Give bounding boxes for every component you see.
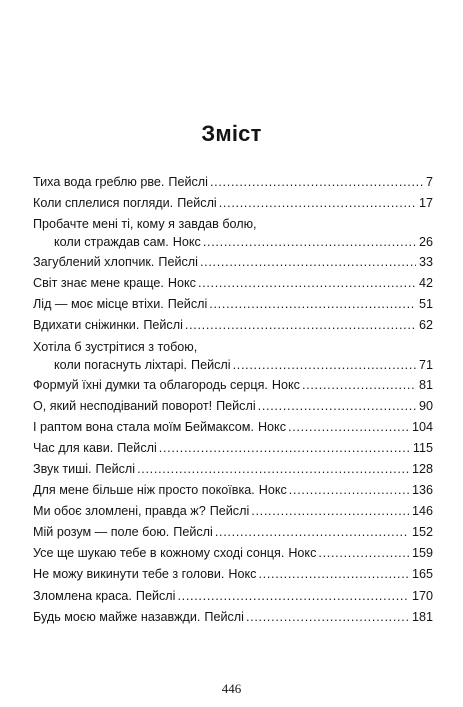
chapter-page-number: 165 bbox=[411, 567, 433, 582]
toc-line bbox=[33, 607, 433, 628]
toc-line bbox=[33, 294, 433, 315]
chapter-narrator: Пейслі bbox=[167, 297, 208, 312]
chapter-title: коли страждав сам. bbox=[54, 235, 169, 250]
dot-leader bbox=[289, 480, 409, 501]
chapter-narrator: Пейслі bbox=[209, 504, 250, 519]
toc-entry bbox=[33, 586, 433, 607]
chapter-page-number: 104 bbox=[411, 419, 433, 434]
chapter-narrator: Нокс bbox=[228, 567, 257, 582]
toc-line bbox=[33, 273, 433, 294]
toc-line bbox=[33, 172, 433, 193]
chapter-title: Вдихати сніжинки. bbox=[33, 318, 140, 333]
toc-entry bbox=[33, 417, 433, 438]
dot-leader bbox=[318, 543, 409, 564]
chapter-title: Коли сплелися погляди. bbox=[33, 196, 174, 211]
toc-entry bbox=[33, 438, 433, 459]
chapter-page-number: 17 bbox=[418, 196, 433, 211]
chapter-narrator: Нокс bbox=[288, 546, 317, 561]
chapter-page-number: 128 bbox=[411, 461, 433, 476]
toc-line bbox=[33, 543, 433, 564]
dot-leader bbox=[209, 294, 416, 315]
toc-entry bbox=[33, 294, 433, 315]
chapter-narrator: Пейслі bbox=[135, 588, 176, 603]
toc-entry bbox=[33, 375, 433, 396]
chapter-title: Зломлена краса. bbox=[33, 588, 132, 603]
chapter-title: коли погаснуть ліхтарі. bbox=[54, 357, 188, 372]
toc-line bbox=[33, 356, 433, 375]
toc-entry bbox=[33, 172, 433, 193]
chapter-title: Будь моєю майже назавжди. bbox=[33, 609, 201, 624]
toc-line bbox=[33, 438, 433, 459]
chapter-title: Усе ще шукаю тебе в кожному сході сонця. bbox=[33, 546, 285, 561]
chapter-narrator: Пейслі bbox=[95, 461, 136, 476]
toc-entry bbox=[33, 315, 433, 336]
dot-leader bbox=[288, 417, 409, 438]
toc-entry bbox=[33, 480, 433, 501]
toc-entry bbox=[33, 273, 433, 294]
chapter-title: Ми обоє зломлені, правда ж? bbox=[33, 504, 206, 519]
chapter-narrator: Нокс bbox=[258, 483, 287, 498]
chapter-title: Загублений хлопчик. bbox=[33, 255, 155, 270]
chapter-narrator: Пейслі bbox=[168, 175, 208, 189]
chapter-narrator: Пейслі bbox=[216, 398, 256, 413]
toc-line bbox=[33, 417, 433, 438]
dot-leader bbox=[302, 375, 416, 396]
dot-leader bbox=[215, 522, 409, 543]
toc-line bbox=[33, 315, 433, 336]
chapter-page-number: 7 bbox=[425, 175, 433, 189]
toc-entry bbox=[33, 564, 433, 585]
toc-line bbox=[33, 564, 433, 585]
page-title: Зміст bbox=[201, 121, 262, 146]
toc-line bbox=[33, 216, 433, 233]
dot-leader bbox=[210, 172, 423, 193]
toc-entry bbox=[33, 543, 433, 564]
toc-entry bbox=[33, 252, 433, 273]
chapter-title: Лід — моє місце втіхи. bbox=[33, 297, 164, 312]
toc-line bbox=[33, 193, 433, 214]
chapter-title: Звук тиші. bbox=[33, 461, 92, 476]
toc-line bbox=[33, 339, 433, 356]
dot-leader bbox=[198, 273, 416, 294]
dot-leader bbox=[177, 586, 409, 607]
chapter-narrator: Пейслі bbox=[173, 525, 213, 540]
chapter-title: Формуй їхні думки та облагородь серця. bbox=[33, 377, 268, 392]
dot-leader bbox=[258, 564, 409, 585]
dot-leader bbox=[200, 252, 416, 273]
page-number: 446 bbox=[221, 681, 242, 696]
dot-leader bbox=[203, 233, 416, 252]
chapter-title: І раптом вона стала моїм Беймаксом. bbox=[33, 419, 254, 434]
toc-line bbox=[33, 459, 433, 480]
chapter-title: Пробачте мені ті, кому я завдав болю, bbox=[33, 217, 257, 232]
dot-leader bbox=[159, 438, 410, 459]
chapter-page-number: 170 bbox=[411, 588, 433, 603]
chapter-narrator: Пейслі bbox=[177, 196, 217, 211]
chapter-narrator: Нокс bbox=[172, 235, 201, 250]
toc-line bbox=[33, 233, 433, 252]
toc-line bbox=[33, 375, 433, 396]
chapter-title: Для мене більше ніж просто покоївка. bbox=[33, 483, 255, 498]
dot-leader bbox=[258, 396, 416, 417]
chapter-title: Не можу викинути тебе з голови. bbox=[33, 567, 225, 582]
chapter-narrator: Пейслі bbox=[117, 440, 157, 455]
toc-line bbox=[33, 252, 433, 273]
chapter-title: Мій розум — поле бою. bbox=[33, 525, 170, 540]
toc-line bbox=[33, 522, 433, 543]
chapter-page-number: 33 bbox=[418, 255, 433, 270]
toc-entry bbox=[33, 216, 433, 252]
chapter-title: О, який несподіваний поворот! bbox=[33, 398, 213, 413]
toc-entry bbox=[33, 501, 433, 522]
toc-line bbox=[33, 501, 433, 522]
toc-entry bbox=[33, 607, 433, 628]
chapter-page-number: 81 bbox=[418, 377, 433, 392]
toc-entry bbox=[33, 339, 433, 375]
chapter-narrator: Нокс bbox=[271, 377, 300, 392]
chapter-narrator: Нокс bbox=[257, 419, 287, 434]
chapter-page-number: 42 bbox=[418, 276, 433, 291]
toc-entry bbox=[33, 459, 433, 480]
chapter-page-number: 136 bbox=[411, 483, 433, 498]
dot-leader bbox=[251, 501, 409, 522]
dot-leader bbox=[185, 315, 416, 336]
chapter-page-number: 51 bbox=[418, 297, 433, 312]
dot-leader bbox=[219, 193, 416, 214]
chapter-narrator: Пейслі bbox=[158, 255, 198, 270]
chapter-title: Час для кави. bbox=[33, 440, 114, 455]
chapter-page-number: 62 bbox=[418, 318, 433, 333]
chapter-page-number: 152 bbox=[411, 525, 433, 540]
toc-line bbox=[33, 480, 433, 501]
chapter-narrator: Нокс bbox=[167, 276, 196, 291]
chapter-page-number: 90 bbox=[418, 398, 433, 413]
chapter-page-number: 26 bbox=[418, 235, 433, 250]
chapter-page-number: 159 bbox=[411, 546, 433, 561]
chapter-page-number: 71 bbox=[418, 357, 433, 372]
chapter-page-number: 115 bbox=[412, 440, 433, 455]
table-of-contents bbox=[33, 172, 433, 628]
chapter-title: Тиха вода греблю рве. bbox=[33, 175, 165, 189]
chapter-narrator: Пейслі bbox=[191, 357, 231, 372]
chapter-title: Хотіла б зустрітися з тобою, bbox=[33, 339, 198, 354]
chapter-narrator: Пейслі bbox=[143, 318, 183, 333]
toc-entry bbox=[33, 522, 433, 543]
chapter-page-number: 146 bbox=[411, 504, 433, 519]
dot-leader bbox=[137, 459, 409, 480]
toc-entry bbox=[33, 396, 433, 417]
toc-entry bbox=[33, 193, 433, 214]
toc-line bbox=[33, 586, 433, 607]
dot-leader bbox=[233, 356, 416, 375]
toc-line bbox=[33, 396, 433, 417]
chapter-title: Світ знає мене краще. bbox=[33, 276, 164, 291]
chapter-page-number: 181 bbox=[411, 609, 433, 624]
chapter-narrator: Пейслі bbox=[204, 609, 244, 624]
dot-leader bbox=[246, 607, 409, 628]
